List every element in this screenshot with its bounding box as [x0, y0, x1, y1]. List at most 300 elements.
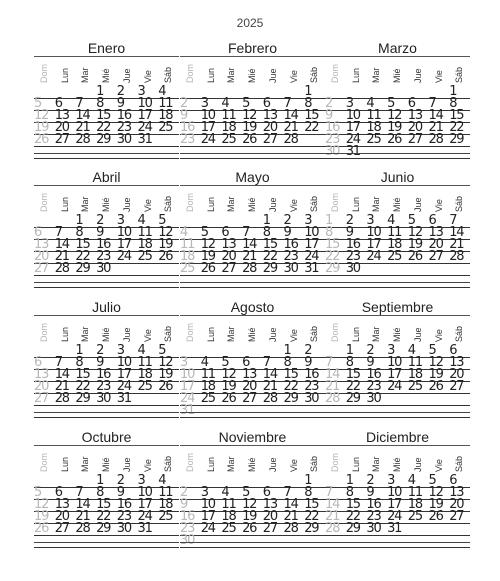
- day-cell: 16: [180, 120, 195, 135]
- month-title: Febrero: [227, 40, 278, 56]
- day-cell: 22: [75, 379, 90, 394]
- day-cell: [304, 535, 325, 547]
- day-cell: 16: [180, 509, 195, 524]
- day-cell: [158, 393, 179, 405]
- day-cell: 26: [158, 379, 173, 394]
- day-cell: 23: [325, 132, 340, 147]
- day-cell: 13: [262, 108, 277, 123]
- weekday-label: Mié: [392, 457, 403, 472]
- day-cell: 9: [96, 225, 104, 240]
- day-cell: [429, 275, 450, 287]
- weekday-label: Dom: [39, 192, 49, 212]
- day-cell: 20: [54, 509, 69, 524]
- day-cell: 17: [304, 237, 319, 252]
- day-cell: [408, 146, 429, 158]
- day-cell: 27: [54, 132, 69, 147]
- day-cell: [117, 405, 138, 417]
- day-cell: 11: [180, 237, 195, 252]
- day-cell: 14: [283, 497, 298, 512]
- day-cell: 23: [180, 132, 195, 147]
- day-cell: 11: [407, 355, 422, 370]
- day-cell: 22: [96, 509, 111, 524]
- weekday-label: Jue: [412, 457, 423, 472]
- day-cell: 3: [116, 213, 124, 228]
- month-title: Marzo: [378, 40, 417, 56]
- day-cell: 22: [345, 509, 360, 524]
- weekday-label: Dom: [39, 452, 49, 472]
- day-cell: 11: [137, 225, 152, 240]
- day-cell: 26: [221, 391, 236, 406]
- day-cell: 11: [221, 497, 236, 512]
- day-cell: 6: [54, 96, 62, 111]
- day-cell: 15: [325, 237, 340, 252]
- day-cell: 8: [283, 355, 291, 370]
- day-cell: [284, 535, 305, 547]
- day-cell: 26: [428, 379, 443, 394]
- day-cell: 13: [407, 108, 422, 123]
- day-cell: [138, 535, 159, 547]
- day-cell: [55, 405, 76, 417]
- day-cell: 28: [75, 521, 90, 536]
- day-cell: [346, 405, 367, 417]
- month-bottom-rule: [180, 153, 325, 154]
- day-cell: [138, 275, 159, 287]
- day-cell: [96, 405, 117, 417]
- day-cell: 3: [200, 96, 208, 111]
- weekday-label: Vie: [433, 459, 444, 472]
- weekday-label: Mar: [371, 67, 382, 83]
- day-cell: 9: [283, 225, 291, 240]
- weekday-label: Vie: [288, 199, 299, 212]
- day-cell: [429, 146, 450, 158]
- day-cell: 24: [200, 132, 215, 147]
- day-cell: 6: [407, 96, 415, 111]
- day-cell: [449, 146, 470, 158]
- day-cell: 13: [34, 367, 49, 382]
- day-cell: [304, 134, 325, 146]
- weekday-label: Sáb: [163, 195, 174, 212]
- day-cell: 12: [428, 355, 443, 370]
- day-cell: 29: [345, 391, 360, 406]
- weekday-label: Mar: [80, 326, 91, 342]
- weekday-label: Sáb: [163, 455, 174, 472]
- day-cell: 17: [387, 497, 402, 512]
- month-julio: [34, 299, 179, 413]
- day-cell: 30: [283, 261, 298, 276]
- day-cell: [325, 275, 346, 287]
- day-cell: [263, 146, 284, 158]
- day-cell: [263, 275, 284, 287]
- day-cell: [284, 275, 305, 287]
- day-cell: 31: [137, 521, 152, 536]
- day-cell: 17: [200, 509, 215, 524]
- day-cell: 1: [449, 84, 457, 99]
- day-cell: [96, 275, 117, 287]
- day-cell: 2: [96, 343, 104, 358]
- day-cell: 1: [345, 473, 353, 488]
- weekday-label: Lun: [59, 67, 70, 83]
- day-cell: 5: [407, 213, 415, 228]
- day-cell: 31: [137, 132, 152, 147]
- weekday-label: Mar: [226, 67, 237, 83]
- day-cell: 18: [407, 367, 422, 382]
- day-cell: 24: [116, 379, 131, 394]
- day-cell: 25: [221, 132, 236, 147]
- day-cell: 25: [158, 509, 173, 524]
- day-cell: 19: [34, 120, 49, 135]
- day-cell: 10: [137, 485, 152, 500]
- day-cell: 22: [75, 249, 90, 264]
- day-cell: [408, 405, 429, 417]
- day-cell: [325, 405, 346, 417]
- day-cell: [284, 146, 305, 158]
- day-cell: 28: [283, 521, 298, 536]
- day-cell: 19: [242, 120, 257, 135]
- day-cell: 26: [242, 521, 257, 536]
- day-cell: [408, 263, 429, 275]
- month-title: Abril: [92, 169, 121, 185]
- weekday-label: Lun: [205, 456, 216, 472]
- day-cell: 26: [34, 132, 49, 147]
- day-cell: 16: [366, 367, 381, 382]
- weekday-label: Lun: [59, 196, 70, 212]
- day-cell: [201, 535, 222, 547]
- day-cell: 18: [407, 497, 422, 512]
- day-cell: 29: [449, 132, 464, 147]
- day-cell: [221, 535, 242, 547]
- day-cell: 5: [221, 355, 229, 370]
- day-cell: 1: [96, 473, 104, 488]
- day-cell: 30: [366, 521, 381, 536]
- day-cell: [449, 405, 470, 417]
- day-cell: 4: [137, 213, 145, 228]
- weekday-label: Jue: [267, 327, 278, 342]
- day-cell: [346, 275, 367, 287]
- day-cell: 6: [34, 225, 42, 240]
- day-cell: 12: [387, 108, 402, 123]
- day-cell: [158, 275, 179, 287]
- day-cell: [138, 263, 159, 275]
- day-cell: 23: [304, 379, 319, 394]
- day-cell: 21: [283, 120, 298, 135]
- day-cell: 15: [304, 108, 319, 123]
- day-cell: 25: [387, 249, 402, 264]
- day-cell: 12: [428, 485, 443, 500]
- month-bottom-rule: [180, 282, 325, 283]
- day-cell: 25: [407, 509, 422, 524]
- day-cell: 20: [54, 120, 69, 135]
- day-cell: [221, 275, 242, 287]
- day-cell: [138, 405, 159, 417]
- day-cell: [180, 146, 201, 158]
- day-cell: 15: [345, 497, 360, 512]
- day-cell: 2: [180, 96, 188, 111]
- day-cell: 22: [283, 379, 298, 394]
- day-cell: [158, 146, 179, 158]
- day-cell: 8: [304, 485, 312, 500]
- weekday-label: Mié: [392, 197, 403, 212]
- day-cell: 29: [75, 261, 90, 276]
- month-bottom-rule: [325, 412, 470, 413]
- weekday-label: Dom: [330, 322, 340, 342]
- month-noviembre: [180, 429, 325, 548]
- weekday-label: Jue: [267, 197, 278, 212]
- day-cell: 4: [407, 343, 415, 358]
- weekday-label: Mié: [247, 68, 258, 83]
- day-cell: 16: [96, 237, 111, 252]
- weekday-label: Sáb: [454, 325, 465, 342]
- day-cell: [34, 405, 55, 417]
- day-cell: 30: [96, 391, 111, 406]
- weekday-label: Mar: [80, 67, 91, 83]
- day-cell: 2: [283, 213, 291, 228]
- day-cell: 20: [34, 379, 49, 394]
- day-cell: 10: [116, 355, 131, 370]
- day-cell: 5: [387, 96, 395, 111]
- day-cell: 17: [116, 367, 131, 382]
- day-cell: 6: [262, 96, 270, 111]
- weekday-label: Jue: [412, 327, 423, 342]
- day-cell: 6: [449, 473, 457, 488]
- day-cell: 14: [428, 108, 443, 123]
- day-cell: 26: [407, 249, 422, 264]
- weekday-header: [180, 315, 325, 346]
- day-cell: 21: [262, 379, 277, 394]
- weekday-label: Sáb: [454, 455, 465, 472]
- day-cell: 12: [242, 108, 257, 123]
- day-cell: 4: [366, 96, 374, 111]
- weekday-label: Lun: [350, 67, 361, 83]
- day-cell: 3: [345, 96, 353, 111]
- day-cell: 10: [387, 355, 402, 370]
- weekday-label: Vie: [142, 329, 153, 342]
- weekday-label: Dom: [185, 192, 195, 212]
- day-cell: [346, 535, 367, 547]
- day-cell: [366, 263, 387, 275]
- day-cell: 19: [158, 237, 173, 252]
- day-cell: [429, 405, 450, 417]
- day-cell: 6: [54, 485, 62, 500]
- day-cell: 21: [54, 379, 69, 394]
- weekday-label: Mié: [101, 68, 112, 83]
- weekday-label: Mar: [226, 326, 237, 342]
- day-cell: [429, 535, 450, 547]
- day-cell: 15: [345, 367, 360, 382]
- month-bottom-rule: [180, 542, 325, 543]
- weekday-label: Vie: [433, 199, 444, 212]
- day-cell: 29: [304, 521, 319, 536]
- day-cell: 30: [116, 521, 131, 536]
- day-cell: [158, 535, 179, 547]
- weekday-label: Jue: [121, 68, 132, 83]
- month-bottom-rule: [325, 282, 470, 283]
- day-cell: 16: [283, 237, 298, 252]
- day-cell: 9: [325, 108, 333, 123]
- day-cell: [387, 275, 408, 287]
- day-cell: 4: [221, 96, 229, 111]
- day-cell: 4: [180, 225, 188, 240]
- day-cell: 24: [387, 509, 402, 524]
- day-cell: [96, 535, 117, 547]
- day-cell: 10: [116, 225, 131, 240]
- day-cell: [263, 535, 284, 547]
- day-cell: 12: [34, 108, 49, 123]
- day-cell: 11: [387, 225, 402, 240]
- day-cell: 19: [242, 509, 257, 524]
- day-cell: 29: [262, 261, 277, 276]
- day-cell: 20: [262, 509, 277, 524]
- day-cell: 18: [137, 237, 152, 252]
- month-title: Agosto: [230, 299, 275, 315]
- weekday-label: Dom: [185, 322, 195, 342]
- day-cell: 26: [242, 132, 257, 147]
- day-cell: 22: [304, 120, 319, 135]
- weekday-header: [325, 56, 470, 87]
- day-cell: 24: [345, 132, 360, 147]
- day-cell: 27: [34, 391, 49, 406]
- day-cell: 1: [96, 84, 104, 99]
- day-cell: [366, 146, 387, 158]
- day-cell: 19: [34, 509, 49, 524]
- month-title: Septiembre: [361, 299, 434, 315]
- day-cell: 13: [221, 237, 236, 252]
- day-cell: 25: [407, 379, 422, 394]
- day-cell: 25: [158, 120, 173, 135]
- day-cell: 5: [34, 96, 42, 111]
- weekday-label: Sáb: [309, 325, 320, 342]
- day-cell: 12: [407, 225, 422, 240]
- weekday-label: Mar: [226, 456, 237, 472]
- day-cell: [366, 275, 387, 287]
- day-cell: 5: [34, 485, 42, 500]
- day-cell: [387, 146, 408, 158]
- day-cell: 20: [34, 249, 49, 264]
- day-cell: 16: [96, 367, 111, 382]
- day-cell: 27: [221, 261, 236, 276]
- day-cell: 17: [366, 237, 381, 252]
- day-cell: 11: [221, 108, 236, 123]
- day-cell: [449, 535, 470, 547]
- month-bottom-rule: [34, 282, 179, 283]
- day-cell: 27: [34, 261, 49, 276]
- month-junio: [325, 169, 470, 283]
- day-cell: [55, 275, 76, 287]
- day-cell: 7: [283, 485, 291, 500]
- day-cell: 7: [325, 355, 333, 370]
- day-cell: 4: [158, 473, 166, 488]
- day-cell: 22: [449, 120, 464, 135]
- day-cell: 3: [387, 473, 395, 488]
- day-cell: 1: [262, 213, 270, 228]
- day-cell: 27: [407, 132, 422, 147]
- day-cell: [408, 275, 429, 287]
- day-cell: 2: [304, 343, 312, 358]
- day-cell: 24: [137, 120, 152, 135]
- day-cell: 18: [387, 237, 402, 252]
- day-cell: 9: [180, 497, 188, 512]
- weekday-header: [34, 315, 179, 346]
- day-cell: 11: [366, 108, 381, 123]
- day-cell: 31: [116, 391, 131, 406]
- day-cell: 28: [283, 132, 298, 147]
- day-cell: 6: [449, 343, 457, 358]
- month-enero: [34, 40, 179, 154]
- day-cell: 15: [96, 497, 111, 512]
- weekday-label: Lun: [205, 196, 216, 212]
- day-cell: [34, 146, 55, 158]
- day-cell: 1: [304, 473, 312, 488]
- day-cell: 17: [180, 379, 195, 394]
- weekday-label: Dom: [330, 63, 340, 83]
- day-cell: [325, 535, 346, 547]
- day-cell: 23: [283, 249, 298, 264]
- day-cell: 14: [54, 237, 69, 252]
- day-cell: 28: [262, 391, 277, 406]
- weekday-label: Dom: [330, 192, 340, 212]
- day-cell: 5: [428, 343, 436, 358]
- day-cell: 25: [180, 261, 195, 276]
- weekday-label: Mar: [371, 456, 382, 472]
- day-cell: 30: [180, 533, 195, 548]
- day-cell: 30: [366, 391, 381, 406]
- month-febrero: [180, 40, 325, 154]
- weekday-label: Vie: [142, 459, 153, 472]
- month-bottom-rule: [34, 153, 179, 154]
- day-cell: 2: [116, 473, 124, 488]
- day-cell: [55, 535, 76, 547]
- day-cell: [449, 275, 470, 287]
- day-cell: 5: [428, 473, 436, 488]
- day-cell: 10: [137, 96, 152, 111]
- day-cell: 19: [158, 367, 173, 382]
- day-cell: 16: [116, 108, 131, 123]
- day-cell: 8: [262, 225, 270, 240]
- day-cell: 9: [116, 485, 124, 500]
- day-cell: 21: [75, 509, 90, 524]
- weekday-label: Sáb: [309, 195, 320, 212]
- day-cell: 13: [242, 367, 257, 382]
- day-cell: 6: [242, 355, 250, 370]
- day-cell: 31: [345, 144, 360, 159]
- weekday-header: [34, 185, 179, 216]
- weekday-label: Jue: [267, 457, 278, 472]
- day-cell: 19: [387, 120, 402, 135]
- day-cell: [75, 405, 96, 417]
- day-cell: [201, 405, 222, 417]
- day-cell: 24: [116, 249, 131, 264]
- day-cell: 7: [54, 355, 62, 370]
- day-cell: 21: [54, 249, 69, 264]
- day-cell: 23: [96, 249, 111, 264]
- month-octubre: [34, 429, 179, 543]
- day-cell: 2: [366, 473, 374, 488]
- day-cell: 21: [325, 509, 340, 524]
- day-cell: 29: [96, 132, 111, 147]
- day-cell: 8: [325, 225, 333, 240]
- month-bottom-rule: [180, 412, 325, 413]
- day-cell: 15: [262, 237, 277, 252]
- day-cell: 7: [54, 225, 62, 240]
- day-cell: 6: [221, 225, 229, 240]
- day-cell: 28: [325, 391, 340, 406]
- day-cell: 19: [221, 379, 236, 394]
- day-cell: 22: [325, 249, 340, 264]
- day-cell: 19: [428, 497, 443, 512]
- day-cell: 3: [116, 343, 124, 358]
- weekday-label: Vie: [433, 329, 444, 342]
- day-cell: 8: [96, 96, 104, 111]
- day-cell: 22: [345, 379, 360, 394]
